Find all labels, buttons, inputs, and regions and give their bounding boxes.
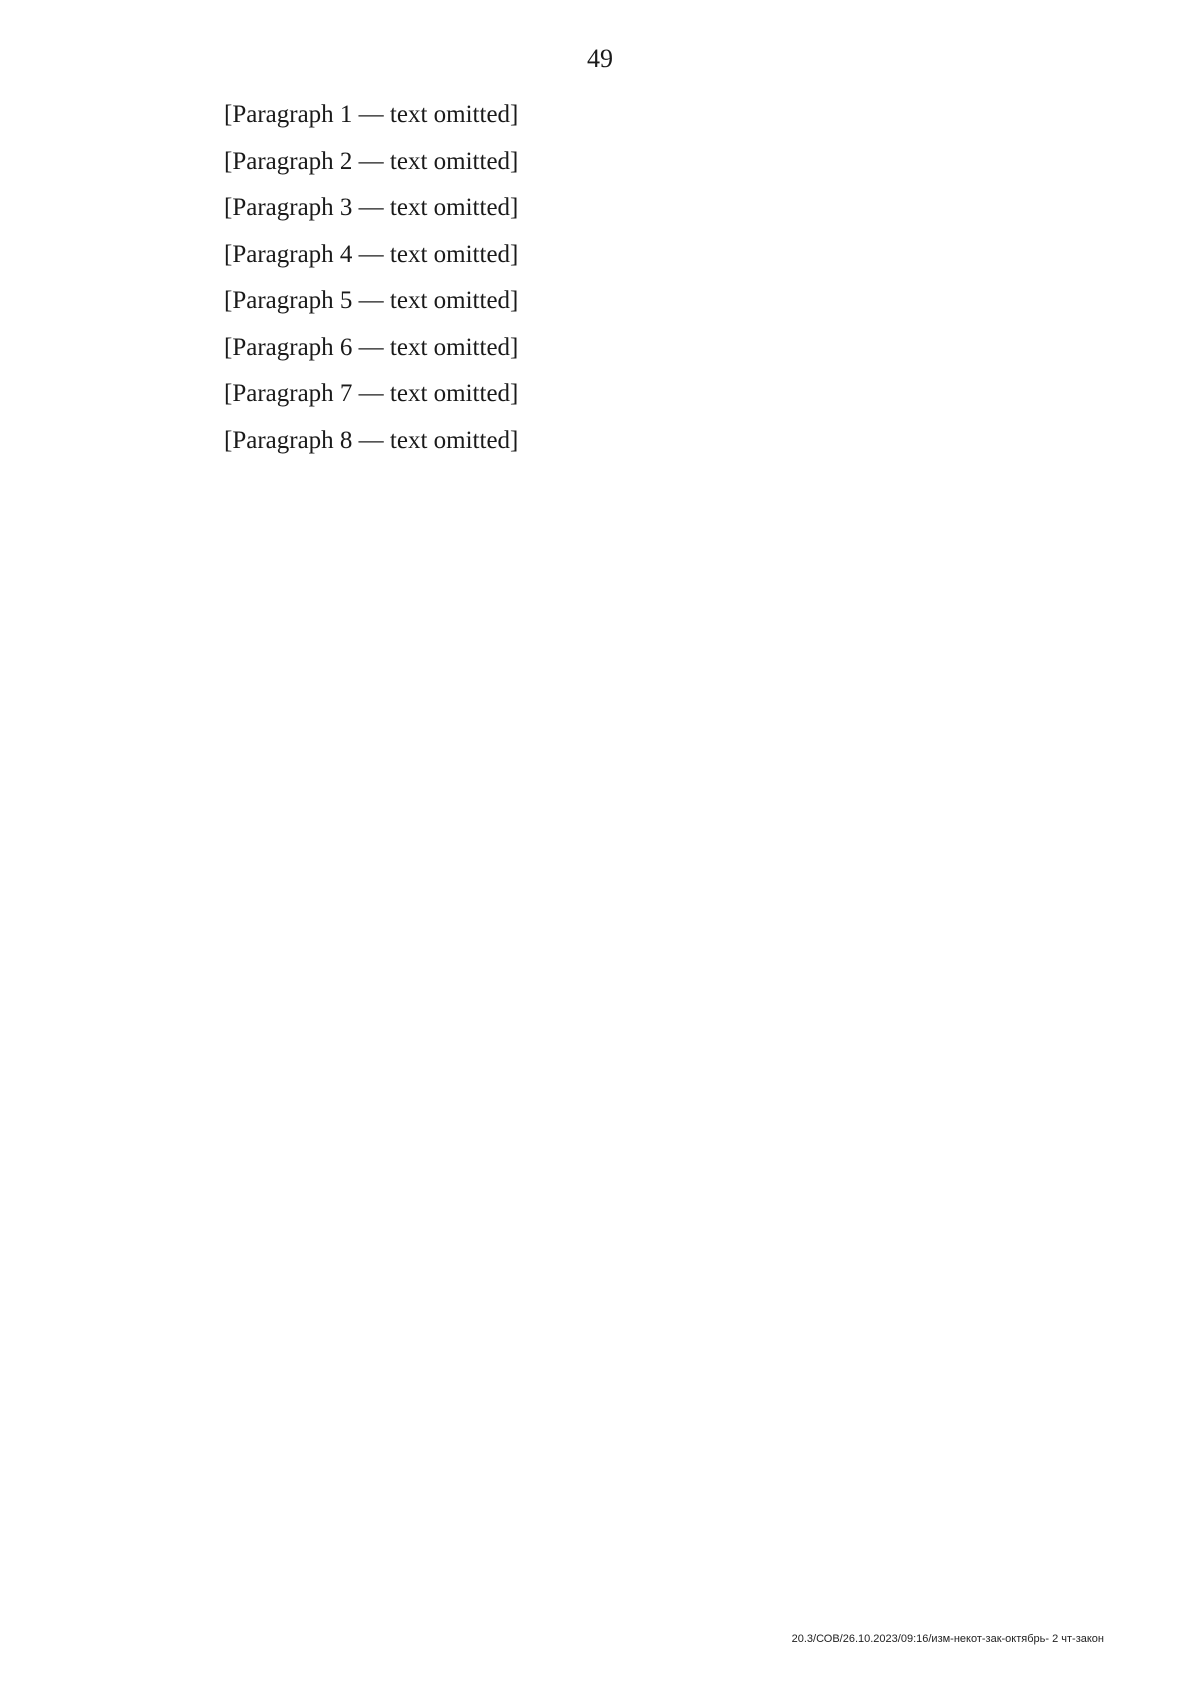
document-body [162, 92, 1050, 464]
paragraph: [Paragraph 2 — text omitted] [224, 147, 519, 175]
paragraph: [Paragraph 1 — text omitted] [224, 101, 519, 128]
paragraph: [Paragraph 8 — text omitted] [224, 426, 519, 454]
paragraph: [Paragraph 5 — text omitted] [224, 287, 519, 314]
document-footer-code: 20.3/СОВ/26.10.2023/09:16/изм-некот-зак-октябрь- 2 чт-закон [791, 1633, 1104, 1645]
paragraph: [Paragraph 3 — text omitted] [224, 194, 519, 221]
paragraph: [Paragraph 7 — text omitted] [224, 380, 519, 407]
paragraph: [Paragraph 4 — text omitted] [224, 240, 519, 268]
paragraph: [Paragraph 6 — text omitted] [224, 333, 519, 361]
page-number: 49 [587, 44, 613, 73]
